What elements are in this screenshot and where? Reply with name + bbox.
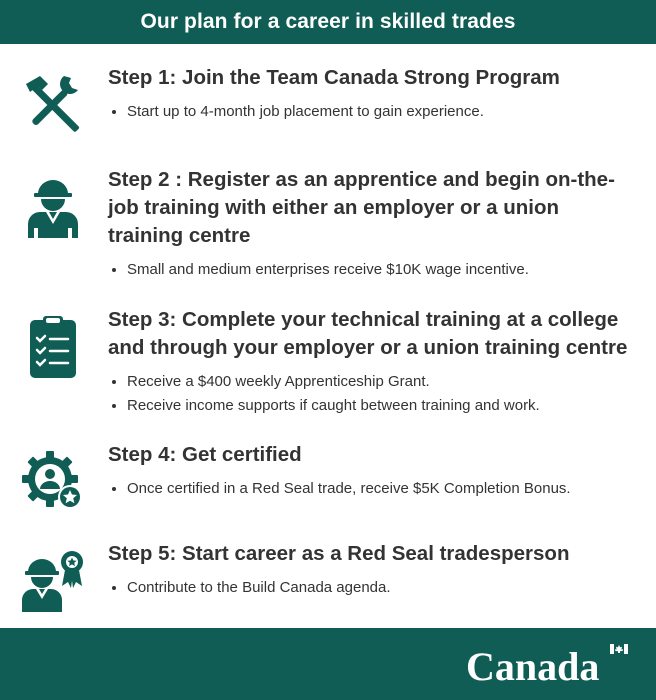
step-5-title: Step 5: Start career as a Red Seal tradesperson bbox=[108, 542, 570, 565]
page-title: Our plan for a career in skilled trades bbox=[140, 10, 516, 33]
step-1-bullets bbox=[108, 100, 638, 124]
step-2-bullets bbox=[108, 258, 638, 282]
worker-award-icon bbox=[20, 546, 86, 612]
step-4-bullets bbox=[108, 477, 638, 501]
step-1-title: Step 1: Join the Team Canada Strong Program bbox=[108, 66, 560, 89]
list-item: • Once certified in a Red Seal trade, receive $5K Completion Bonus. bbox=[127, 477, 638, 501]
list-item: • Start up to 4-month job placement to gain experience. bbox=[127, 100, 638, 124]
list-item: • Contribute to the Build Canada agenda. bbox=[127, 576, 638, 600]
step-2-content bbox=[108, 166, 638, 282]
tools-icon bbox=[20, 72, 86, 138]
header-banner bbox=[0, 0, 656, 44]
step-1-content bbox=[108, 64, 638, 124]
step-4-title: Step 4: Get certified bbox=[108, 443, 302, 466]
step-3-content bbox=[108, 306, 638, 418]
worker-icon bbox=[20, 172, 86, 238]
list-item: • Receive a $400 weekly Apprenticeship Grant. bbox=[127, 370, 638, 394]
step-4-content bbox=[108, 441, 638, 501]
canada-wordmark-logo bbox=[466, 642, 636, 686]
step-3-title: Step 3: Complete your technical training at a college and through your employer or a union training centre bbox=[108, 308, 628, 359]
clipboard-checklist-icon bbox=[20, 312, 86, 378]
step-5-content bbox=[108, 540, 638, 600]
gear-person-star-icon bbox=[20, 447, 86, 513]
step-5-bullets bbox=[108, 576, 638, 600]
footer-banner bbox=[0, 628, 656, 700]
list-item: • Receive income supports if caught between training and work. bbox=[127, 394, 638, 418]
step-2-title: Step 2 : Register as an apprentice and begin on-the-job training with either an employer or a union training centre bbox=[108, 168, 615, 247]
wordmark-text: Canada bbox=[466, 644, 600, 686]
step-3-bullets bbox=[108, 370, 638, 418]
list-item: • Small and medium enterprises receive $10K wage incentive. bbox=[127, 258, 638, 282]
